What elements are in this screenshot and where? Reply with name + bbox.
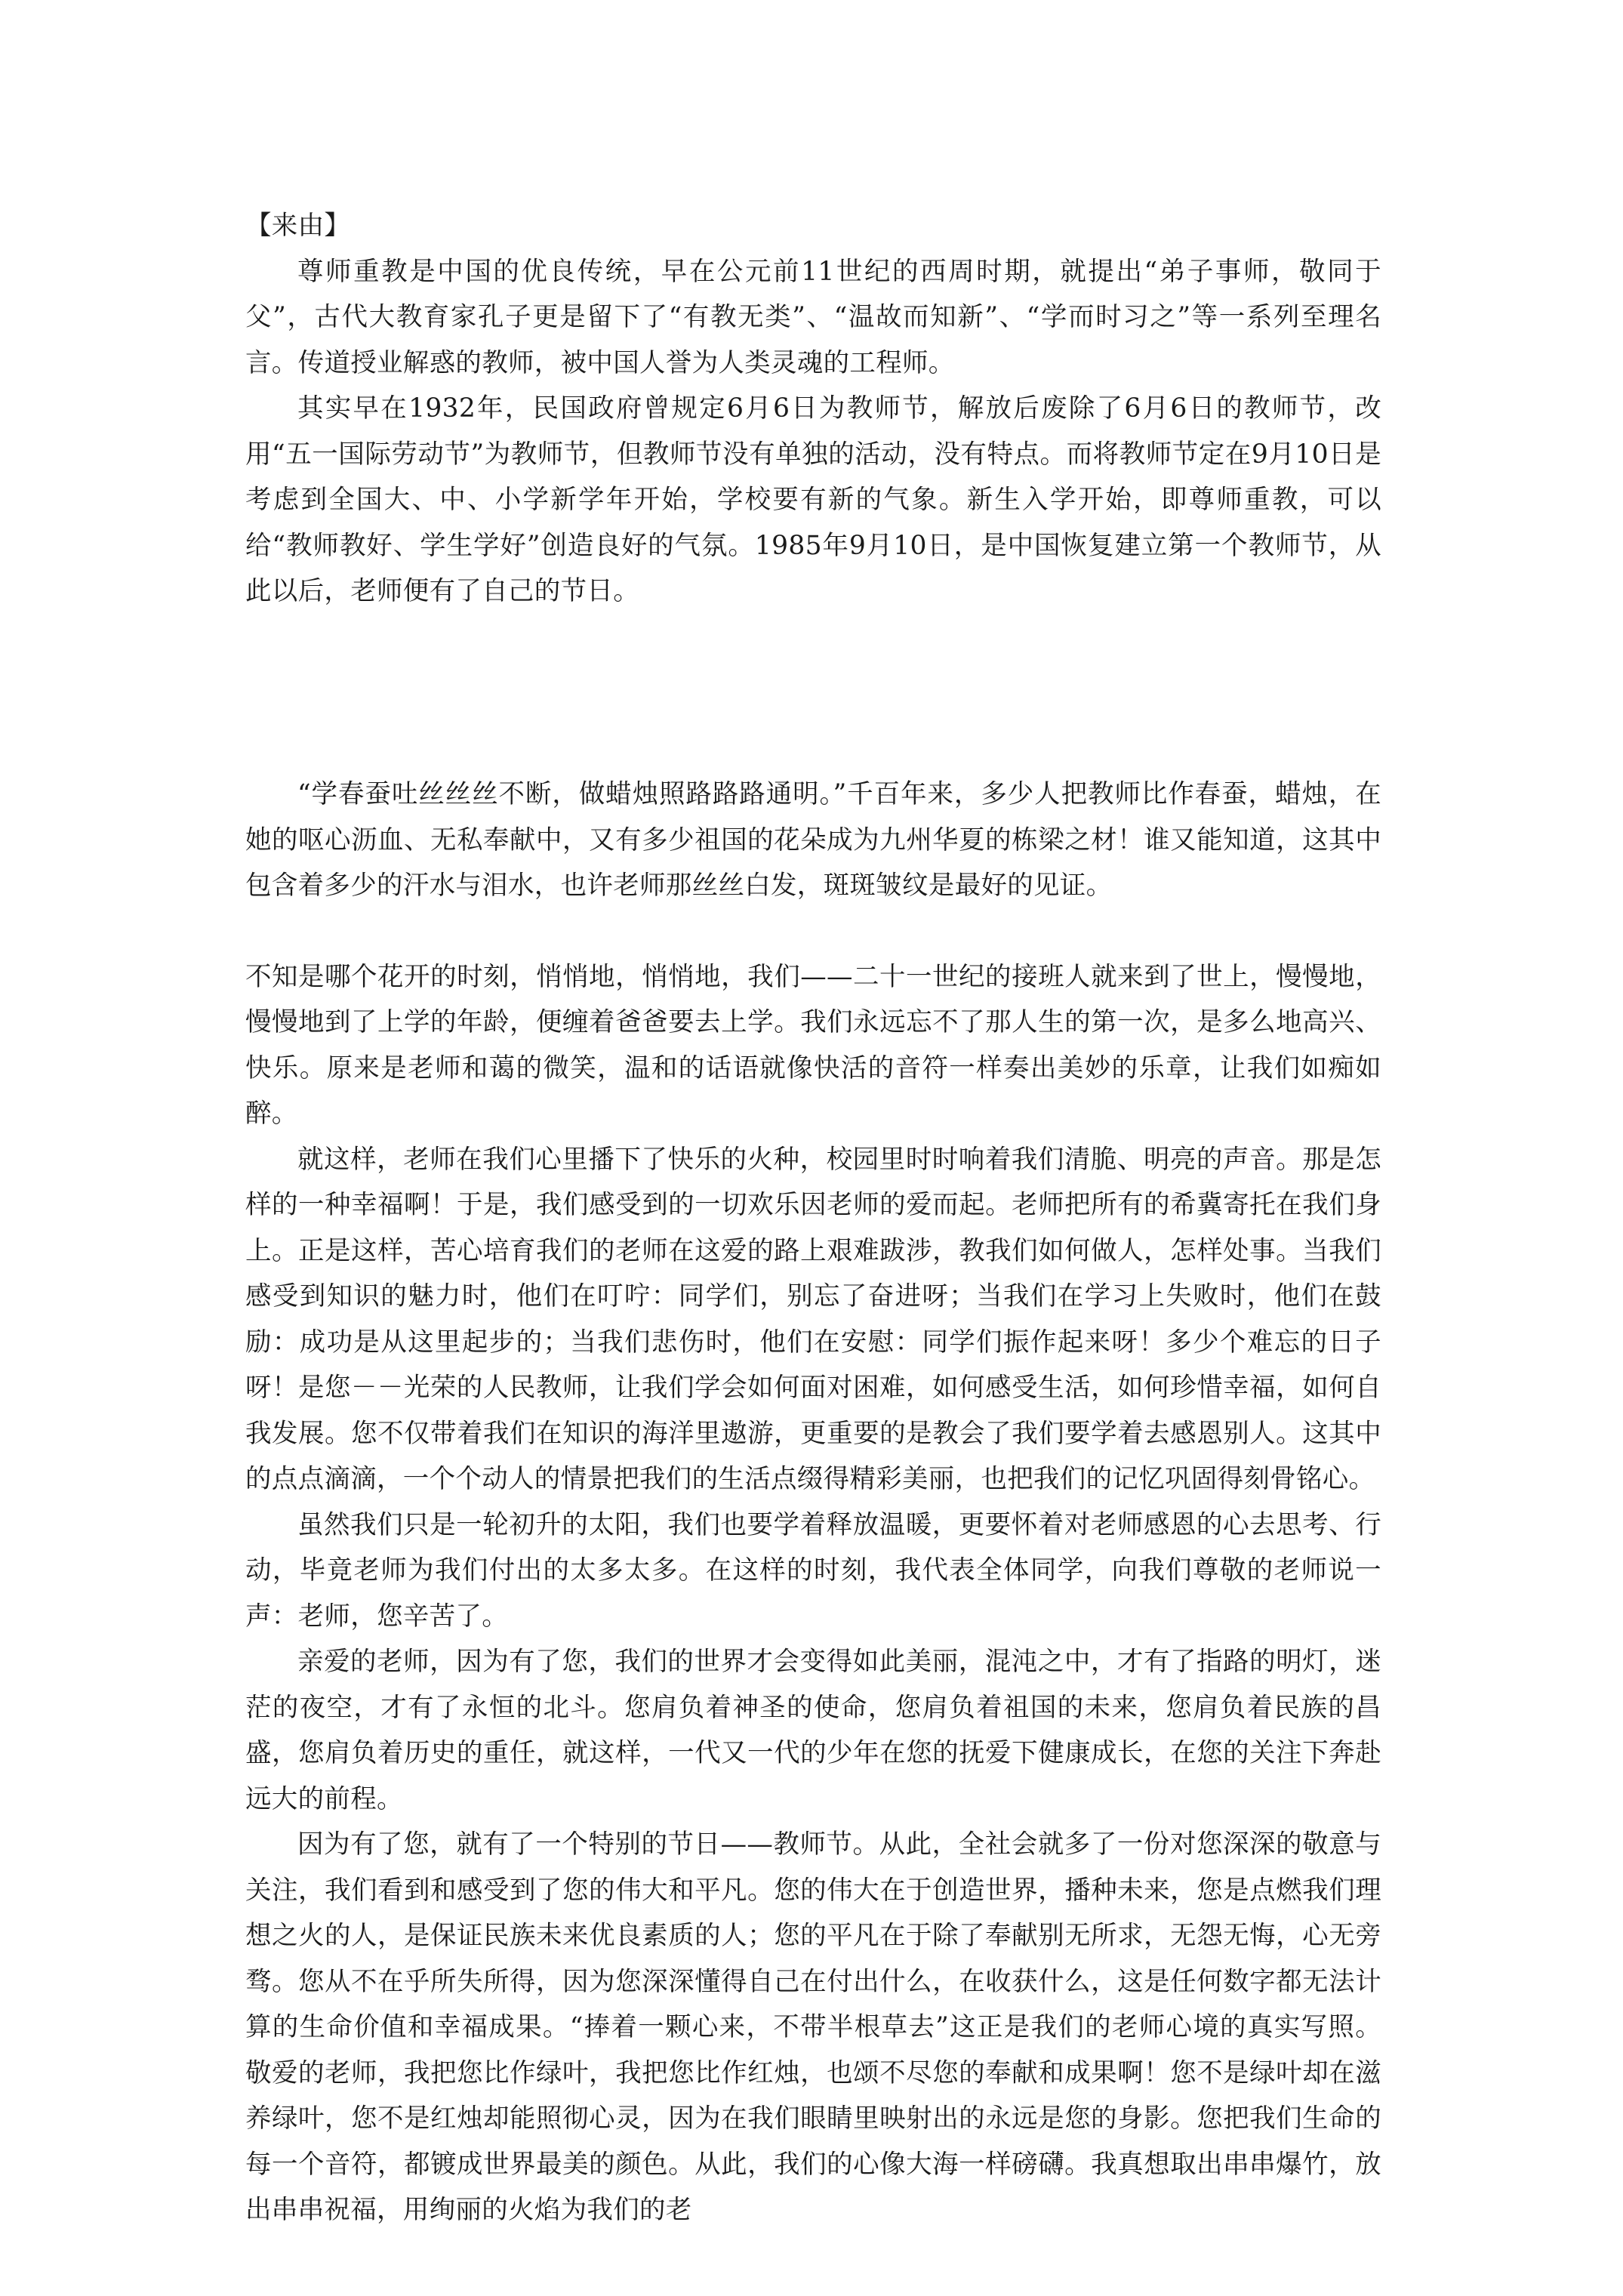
speech-paragraph-1: 就这样，老师在我们心里播下了快乐的火种，校园里时时响着我们清脆、明亮的声音。那是怎样的一种幸福啊！于是，我们感受到的一切欢乐因老师的爱而起。老师把所有的希冀寄托在我们身上。正是这样，苦心培育我们的老师在这爱的路上艰难跋涉，教我们如何做人，怎样处事。当我们感受到知识的魅力时，他们在叮咛：同学们，别忘了奋进呀；当我们在学习上失败时，他们在鼓励：成功是从这里起步的；当我们悲伤时，他们在安慰：同学们振作起来呀！多少个难忘的日子呀！是您－－光荣的人民教师，让我们学会如何面对困难，如何感受生活，如何珍惜幸福，如何自我发展。您不仅带着我们在知识的海洋里遨游，更重要的是教会了我们要学着去感恩别人。这其中的点点滴滴，一个个动人的情景把我们的生活点缀得精彩美丽，也把我们的记忆巩固得刻骨铭心。 <box>245 1144 1381 1494</box>
speech-paragraph-2: 虽然我们只是一轮初升的太阳，我们也要学着释放温暖，更要怀着对老师感恩的心去思考、行动，毕竟老师为我们付出的太多太多。在这样的时刻，我代表全体同学，向我们尊敬的老师说一声：老师，您辛苦了。 <box>245 1509 1381 1632</box>
section-heading: 【来由】 <box>245 211 351 241</box>
speech-section <box>245 772 1381 2233</box>
speech-paragraph-4: 因为有了您，就有了一个特别的节日——教师节。从此，全社会就多了一份对您深深的敬意与关注，我们看到和感受到了您的伟大和平凡。您的伟大在于创造世界，播种未来，您是点燃我们理想之火的人，是保证民族未来优良素质的人；您的平凡在于除了奉献别无所求，无怨无悔，心无旁骛。您从不在乎所失所得，因为您深深懂得自己在付出什么，在收获什么，这是任何数字都无法计算的生命价值和幸福成果。“捧着一颗心来，不带半根草去”这正是我们的老师心境的真实写照。 敬爱的老师，我把您比作绿叶，我把您比作红烛，也颂不尽您的奉献和成果啊！您不是绿叶却在滋养绿叶，您不是红烛却能照彻心灵，因为在我们眼睛里映射出的永远是您的身影。您把我们生命的每一个音符，都镀成世界最美的颜色。从此，我们的心像大海一样磅礴。我真想取出串串爆竹，放出串串祝福，用绚丽的火焰为我们的老 <box>245 1829 1381 2225</box>
origin-section <box>245 203 1381 615</box>
speech-paragraph-3: 亲爱的老师，因为有了您，我们的世界才会变得如此美丽，混沌之中，才有了指路的明灯，迷茫的夜空，才有了永恒的北斗。您肩负着神圣的使命，您肩负着祖国的未来，您肩负着民族的昌盛，您肩负着历史的重任，就这样，一代又一代的少年在您的抚爱下健康成长，在您的关注下奔赴远大的前程。 <box>245 1647 1381 1814</box>
origin-paragraph-1: 尊师重教是中国的优良传统，早在公元前11世纪的西周时期，就提出“弟子事师，敬同于父”，古代大教育家孔子更是留下了“有教无类”、“温故而知新”、“学而时习之”等一系列至理名言。传道授业解惑的教师，被中国人誉为人类灵魂的工程师。 <box>245 256 1381 378</box>
speech-unindented-paragraph: 不知是哪个花开的时刻，悄悄地，悄悄地，我们——二十一世纪的接班人就来到了世上，慢慢地，慢慢地到了上学的年龄，便缠着爸爸要去上学。我们永远忘不了那人生的第一次，是多么地高兴、快乐。原来是老师和蔼的微笑，温和的话语就像快活的音符一样奏出美妙的乐章，让我们如痴如醉。 <box>245 961 1381 1129</box>
paragraph-gap <box>245 909 1381 954</box>
speech-opening-paragraph: “学春蚕吐丝丝丝不断，做蜡烛照路路路通明。”千百年来，多少人把教师比作春蚕，蜡烛，在她的呕心沥血、无私奉献中，又有多少祖国的花朵成为九州华夏的栋梁之材！谁又能知道，这其中包含着多少的汗水与泪水，也许老师那丝丝白发，斑斑皱纹是最好的见证。 <box>245 779 1381 901</box>
origin-paragraph-2: 其实早在1932年，民国政府曾规定6月6日为教师节，解放后废除了6月6日的教师节，改用“五一国际劳动节”为教师节，但教师节没有单独的活动，没有特点。而将教师节定在9月10日是考虑到全国大、中、小学新学年开始，学校要有新的气象。新生入学开始，即尊师重教，可以给“教师教好、学生学好”创造良好的气氛。1985年9月10日，是中国恢复建立第一个教师节，从此以后，老师便有了自己的节日。 <box>245 393 1381 606</box>
